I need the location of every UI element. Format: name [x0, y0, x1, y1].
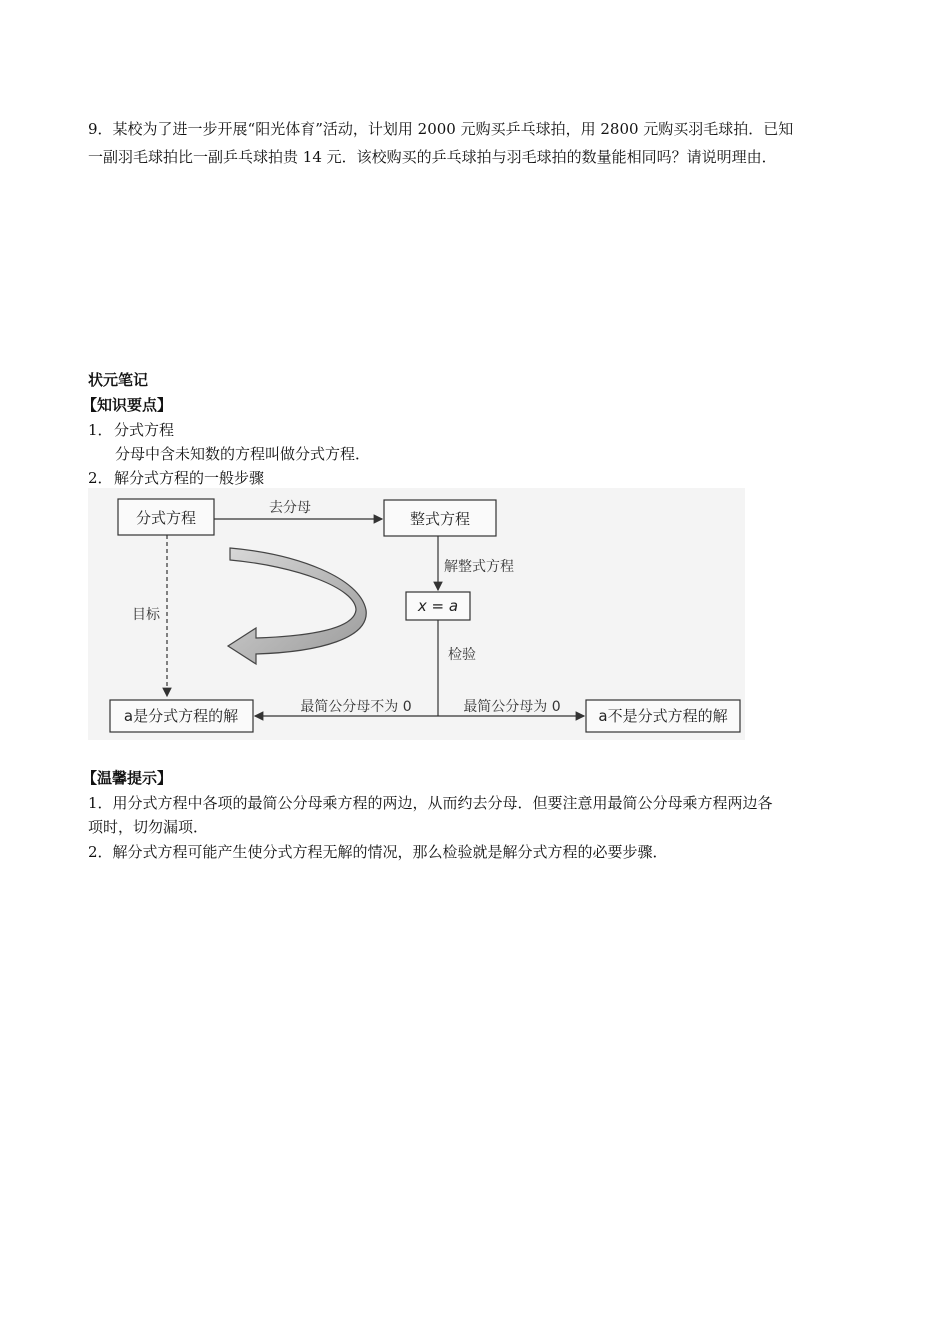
knowledge-item-1 [88, 419, 174, 441]
item-title: 分式方程 [114, 421, 175, 439]
box-fractional-text: 分式方程 [135, 509, 197, 527]
label-check: 检验 [448, 647, 476, 663]
item-number: 2． [88, 469, 113, 487]
tip-1-line-1: 1．用分式方程中各项的最简公分母乘方程的两边，从而约去分母．但要注意用最简公分母乘方程两边各 [88, 794, 773, 812]
question-line-2: 一副羽毛球拍比一副乒乓球拍贵 14 元．该校购买的乒乓球拍与羽毛球拍的数量能相同吗？请说明理由． [88, 148, 777, 166]
item-title: 解分式方程的一般步骤 [114, 469, 265, 487]
solving-steps-diagram [88, 488, 745, 740]
curved-arrow-icon [228, 548, 366, 664]
notes-title: 状元笔记 [88, 371, 149, 389]
knowledge-item-2 [88, 467, 264, 489]
tip-2: 2．解分式方程可能产生使分式方程无解的情况，那么检验就是解分式方程的必要步骤． [88, 843, 668, 861]
knowledge-item-1-desc: 分母中含未知数的方程叫做分式方程． [115, 445, 371, 463]
question-line-1: 9．某校为了进一步开展“阳光体育”活动，计划用 2000 元购买乒乓球拍，用 2800 元购买羽毛球拍．已知 [88, 120, 794, 138]
label-lcd-zero: 最简公分母为 0 [463, 699, 561, 715]
box-fractional-equation [118, 499, 214, 535]
label-lcd-nonzero: 最简公分母不为 0 [300, 699, 412, 715]
box-integral-text: 整式方程 [409, 510, 471, 528]
box-integral-equation [384, 500, 496, 536]
box-not-solution [586, 700, 740, 732]
box-solution [110, 700, 253, 732]
label-solve-integral: 解整式方程 [444, 559, 514, 575]
box-x-equals-a [406, 592, 470, 620]
label-remove-denominator: 去分母 [269, 500, 311, 516]
knowledge-header: 【知识要点】 [82, 396, 173, 414]
tip-1-line-2: 项时，切勿漏项． [88, 818, 209, 836]
item-number: 1． [88, 421, 113, 439]
box-x-text: x = a [417, 597, 459, 615]
tips-header: 【温馨提示】 [82, 769, 173, 787]
box-not-solution-text: a不是分式方程的解 [598, 707, 728, 725]
label-goal: 目标 [132, 607, 160, 623]
box-solution-text: a是分式方程的解 [123, 707, 239, 725]
